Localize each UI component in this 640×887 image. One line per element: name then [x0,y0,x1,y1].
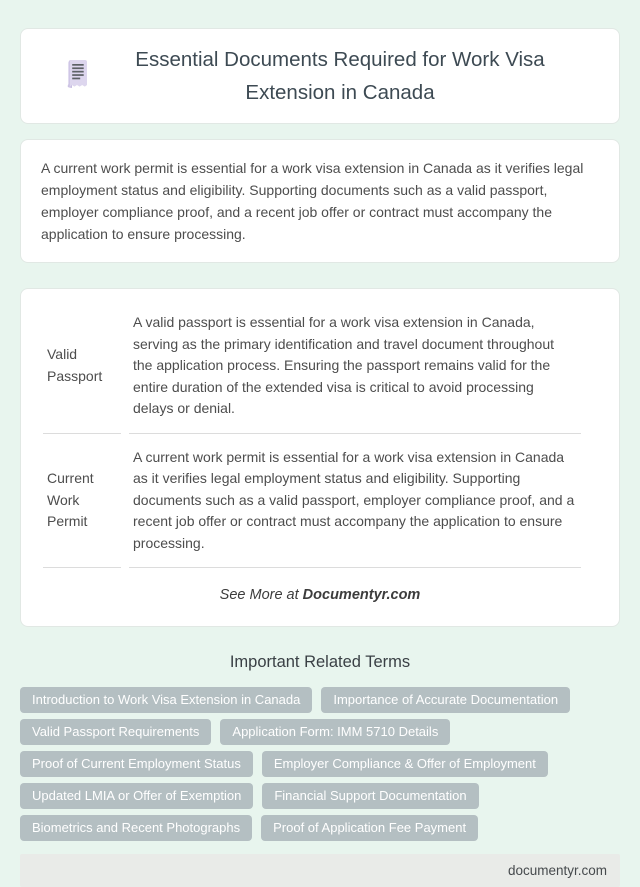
page-title: Essential Documents Required for Work Visa Extension in Canada [135,48,545,104]
intro-text: A current work permit is essential for a work visa extension in Canada as it verifies legal employment status and eligibility. Supporting documents such as a valid passport, employer compliance proof, and a recent job offer or contract must accompany the application to ensure processing. [41,160,584,242]
related-term-tag[interactable]: Application Form: IMM 5710 Details [220,719,450,745]
related-terms-heading: Important Related Terms [229,653,411,671]
table-row [43,434,581,569]
table-row [43,299,581,434]
description-cell: A valid passport is essential for a work visa extension in Canada, serving as the primary identification and travel document throughout the application process. Ensuring the passport remains valid for the entire duration of the extended visa is critical to avoid processing delays or denial. [129,299,581,434]
see-more-prefix: See More at [219,587,303,603]
related-term-tag[interactable]: Employer Compliance & Offer of Employment [262,751,548,777]
related-term-tag[interactable]: Biometrics and Recent Photographs [20,815,252,841]
footer-bar [20,854,620,887]
related-term-tag[interactable]: Proof of Current Employment Status [20,751,253,777]
related-terms-list [20,687,620,841]
title-card [20,28,620,124]
brand-link[interactable]: Documentyr.com [302,587,421,603]
related-term-tag[interactable]: Introduction to Work Visa Extension in Canada [20,687,312,713]
receipt-icon [65,59,88,90]
related-term-tag[interactable]: Financial Support Documentation [262,783,478,809]
intro-card [20,139,620,263]
related-term-tag[interactable]: Valid Passport Requirements [20,719,211,745]
term-cell: Valid Passport [43,299,121,434]
related-term-tag[interactable]: Importance of Accurate Documentation [321,687,570,713]
documents-card [20,288,620,627]
related-term-tag[interactable]: Proof of Application Fee Payment [261,815,478,841]
related-term-tag[interactable]: Updated LMIA or Offer of Exemption [20,783,253,809]
description-cell: A current work permit is essential for a work visa extension in Canada as it verifies legal employment status and eligibility. Supporting documents such as a valid passport, employer compliance proof, and a recent job offer or contract must accompany the application to ensure processing. [129,434,581,569]
see-more-line [43,587,597,603]
footer-site-text: documentyr.com [507,863,607,878]
term-cell: Current Work Permit [43,434,121,569]
documents-table [35,299,589,568]
